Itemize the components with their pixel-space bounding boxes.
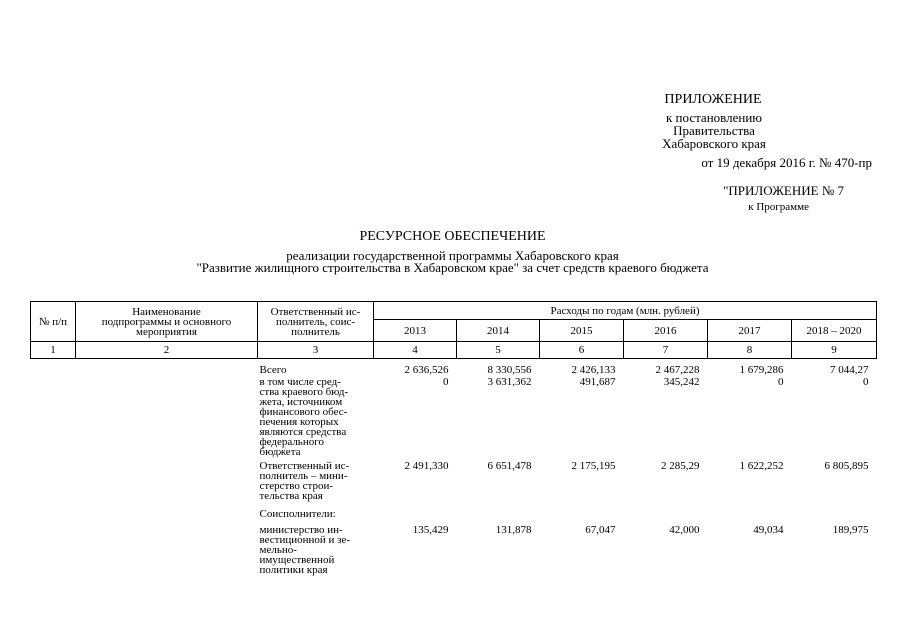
executor-line: имущественной — [259, 554, 335, 566]
table-row — [31, 509, 877, 525]
value-cell: 2 426,133 — [571, 364, 616, 376]
executor-line: вестиционной и зе- — [259, 534, 351, 546]
header-year: 2015 — [540, 320, 624, 342]
value-cell — [792, 509, 877, 525]
column-number: 3 — [258, 342, 374, 359]
row-num — [31, 509, 76, 525]
table-row — [31, 525, 877, 575]
value-cell: 491,687 — [579, 376, 616, 388]
executor-line: финансового обес- — [259, 406, 348, 418]
table-row — [31, 359, 877, 378]
value-cell: 2 175,195 — [571, 460, 616, 472]
value-cell — [624, 509, 708, 525]
value-cell: 131,878 — [495, 524, 532, 536]
executor-line: мельно- — [259, 544, 297, 556]
header-num: № п/п — [31, 302, 76, 342]
executor-line: в том числе сред- — [259, 376, 341, 388]
value-cell — [457, 509, 540, 525]
row-num — [31, 461, 76, 509]
executor-line: Всего — [259, 364, 287, 376]
value-cell: 67,047 — [585, 524, 616, 536]
value-cell: 2 491,330 — [404, 460, 449, 472]
header-executor-line: полнитель, соис- — [275, 315, 355, 328]
value-cell: 7 044,27 — [830, 364, 869, 376]
resource-table — [30, 301, 877, 575]
header-executor-line: полнитель — [291, 325, 340, 338]
value-cell: 2 467,228 — [655, 364, 700, 376]
column-number: 4 — [374, 342, 457, 359]
row-num — [31, 377, 76, 461]
value-cell: 6 805,895 — [824, 460, 869, 472]
column-number: 2 — [76, 342, 258, 359]
column-number: 8 — [708, 342, 792, 359]
executor-line: тельства края — [259, 490, 323, 502]
table-row — [31, 377, 877, 461]
value-cell: 189,975 — [832, 524, 869, 536]
appendix-title: ПРИЛОЖЕНИЕ — [664, 92, 762, 107]
column-number: 6 — [540, 342, 624, 359]
row-executor — [258, 525, 374, 575]
value-cell: 2 285,29 — [661, 460, 700, 472]
value-cell: 2 636,526 — [404, 364, 449, 376]
header-expenses: Расходы по годам (млн. рублей) — [374, 302, 877, 320]
header-year: 2013 — [374, 320, 457, 342]
row-num — [31, 359, 76, 378]
value-cell: 345,242 — [663, 376, 700, 388]
value-cell: 1 679,286 — [739, 364, 784, 376]
row-executor — [258, 461, 374, 509]
value-cell: 0 — [443, 376, 449, 388]
value-cell — [540, 509, 624, 525]
header-executor-line: Ответственный ис- — [270, 305, 361, 318]
row-name — [76, 359, 258, 378]
executor-line: Ответственный ис- — [259, 460, 350, 472]
table-row — [31, 461, 877, 509]
executor-line: министерство ин- — [259, 524, 343, 536]
value-cell: 1 622,252 — [739, 460, 784, 472]
executor-line: стерство строи- — [259, 480, 334, 492]
value-cell: 135,429 — [412, 524, 449, 536]
row-name — [76, 461, 258, 509]
appendix-subtitle-line: Хабаровского края — [662, 136, 766, 151]
header-name-line: Наименование — [132, 305, 201, 318]
document-subtitle-line: "Развитие жилищного строительства в Хабаровском крае" за счет средств краевого бюджета — [196, 260, 709, 275]
header-name-line: подпрограммы и основного — [101, 315, 232, 328]
row-name — [76, 525, 258, 575]
appendix-subtitle — [600, 111, 828, 150]
value-cell: 0 — [778, 376, 784, 388]
header-year: 2017 — [708, 320, 792, 342]
previous-appendix-subtitle: к Программе — [748, 201, 809, 213]
appendix-subtitle-line: к постановлению — [665, 110, 763, 125]
row-executor — [258, 359, 374, 378]
value-cell: 3 631,362 — [487, 376, 532, 388]
header-name-line: мероприятия — [136, 325, 197, 338]
document-subtitle-line: реализации государственной программы Хабаровского края — [286, 248, 619, 263]
row-num — [31, 525, 76, 575]
value-cell — [374, 509, 457, 525]
row-executor — [258, 509, 374, 525]
document-title: РЕСУРСНОЕ ОБЕСПЕЧЕНИЕ — [359, 229, 546, 244]
column-number-row — [31, 342, 877, 359]
executor-line: Соисполнители: — [259, 508, 336, 520]
value-cell: 0 — [863, 376, 869, 388]
appendix-date: от 19 декабря 2016 г. № 470-пр — [701, 155, 872, 170]
executor-line: политики края — [259, 564, 328, 576]
executor-line: ства краевого бюд- — [259, 386, 349, 398]
executor-line: жета, источником — [259, 396, 343, 408]
header-year: 2014 — [457, 320, 540, 342]
row-name — [76, 377, 258, 461]
value-cell: 6 651,478 — [487, 460, 532, 472]
header-executor — [258, 302, 374, 342]
value-cell: 8 330,556 — [487, 364, 532, 376]
executor-line: являются средства — [259, 426, 347, 438]
previous-appendix-title: "ПРИЛОЖЕНИЕ № 7 — [723, 183, 844, 198]
executor-line: полнитель – мини- — [259, 470, 348, 482]
column-number: 5 — [457, 342, 540, 359]
header-name — [76, 302, 258, 342]
value-cell: 49,034 — [753, 524, 784, 536]
row-executor — [258, 377, 374, 461]
executor-line: федерального — [259, 436, 324, 448]
header-year: 2016 — [624, 320, 708, 342]
column-number: 1 — [31, 342, 76, 359]
column-number: 9 — [792, 342, 877, 359]
header-year: 2018 – 2020 — [792, 320, 877, 342]
executor-line: печения которых — [259, 416, 339, 428]
row-name — [76, 509, 258, 525]
document-subtitle — [0, 250, 905, 274]
executor-line: бюджета — [259, 446, 301, 458]
value-cell: 42,000 — [669, 524, 700, 536]
appendix-subtitle-line: Правительства — [673, 123, 755, 138]
value-cell — [708, 509, 792, 525]
column-number: 7 — [624, 342, 708, 359]
